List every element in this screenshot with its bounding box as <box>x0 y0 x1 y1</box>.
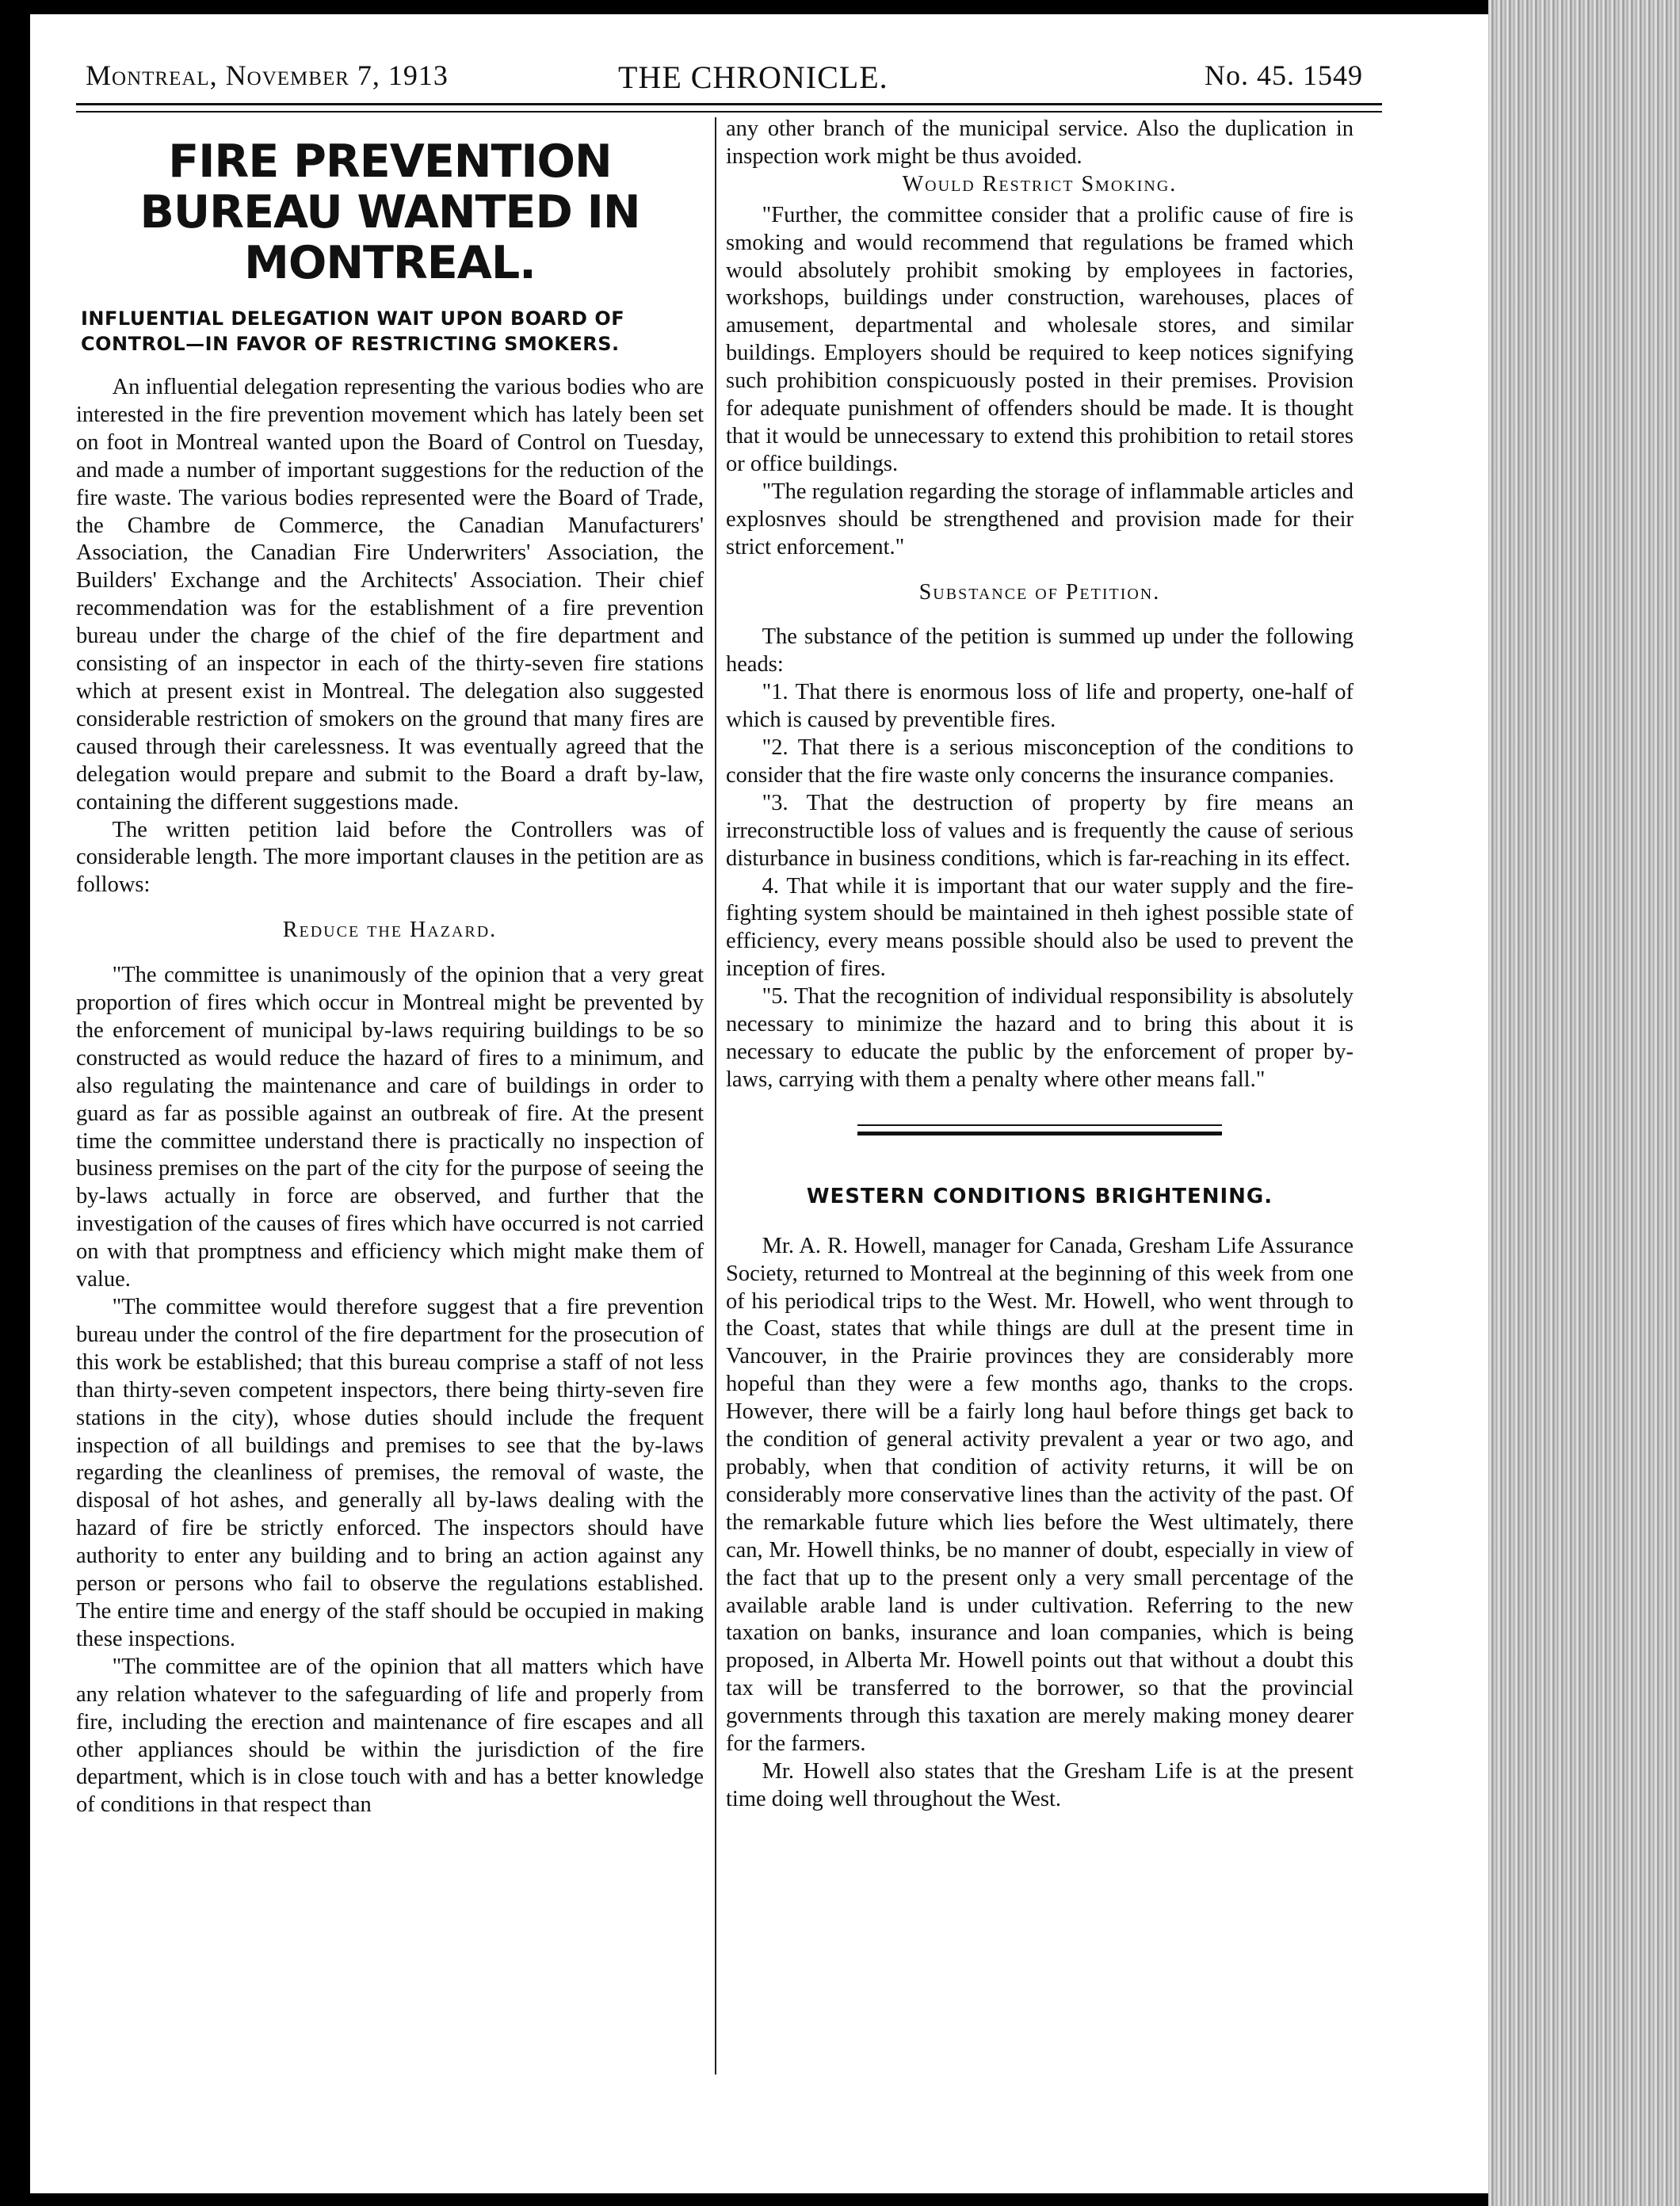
header-rule <box>76 103 1382 113</box>
article-subheadline: INFLUENTIAL DELEGATION WAIT UPON BOARD OF CONTROL—IN FAVOR OF RESTRICTING SMOKERS. <box>81 307 625 355</box>
section-heading-restrict-smoking: Would Restrict Smoking. <box>902 171 1178 197</box>
left-column <box>76 116 704 2168</box>
paragraph: "Further, the committee consider that a prolific cause of fire is smoking and would recommend that regulations be framed which would absolutely prohibit smoking by employees in factories, workshops, buildings under construction, warehouses, places of amusement, departmental and wholesale stores, and similar buildings. Employers should be required to keep notices signifying such prohibition conspicuously posted in their premises. Provision for adequate punishment of offenders should be made. It is thought that it would be unnecessary to extend this prohibition to retail stores or office buildings. <box>726 202 1354 476</box>
paragraph: An influential delegation representing the various bodies who are interested in the fire prevention movement which has lately been set on foot in Montreal wanted upon the Board of Control on Tuesday, and made a number of important suggestions for the reduction of the fire waste. The various bodies represented were the Board of Trade, the Chambre de Commerce, the Canadian Manufacturers' Association, the Canadian Fire Underwriters' Association, the Builders' Exchange and the Architects' Association. Their chief recommendation was for the establishment of a fire prevention bureau under the charge of the chief of the fire department and consisting of an inspector in each of the thirty-seven fire stations which at present exist in Montreal. The delegation also suggested considerable restriction of smokers on the ground that many fires are caused through their carelessness. It was eventually agreed that the delegation would prepare and submit to the Board a draft by-law, containing the different suggestions made. <box>76 375 704 815</box>
publication-title: THE CHRONICLE. <box>618 59 888 95</box>
column-divider <box>715 117 716 2074</box>
article-headline: FIRE PREVENTION BUREAU WANTED IN MONTREAL. <box>139 135 640 289</box>
list-item: "5. That the recognition of individual responsibility is absolutely necessary to minimize the hazard and to bring this about it is necessary to educate the public by the enforcement of proper by-laws, carrying with them a penalty where other means fall." <box>726 984 1354 1092</box>
issue-page-number: No. 45. 1549 <box>1205 59 1363 91</box>
right-column <box>726 116 1354 2168</box>
running-head <box>71 49 1379 105</box>
newspaper-page <box>30 14 1488 2193</box>
list-item: "3. That the destruction of property by fire means an irreconstructible loss of values and is frequently the cause of serious disturbance in business conditions, which is far-reaching in its effect. <box>726 790 1354 871</box>
article-headline-western-conditions: WESTERN CONDITIONS BRIGHTENING. <box>806 1184 1273 1208</box>
paragraph: Mr. Howell also states that the Gresham Life is at the present time doing well throughout the West. <box>726 1758 1354 1811</box>
article-separator-rule <box>857 1124 1222 1135</box>
list-item: 4. That while it is important that our water supply and the fire-fighting system should be maintained in theh ighest possible state of efficiency, every means possible should also be used to prevent the inception of fires. <box>726 873 1354 982</box>
dateline: Montreal, November 7, 1913 <box>86 59 449 91</box>
paragraph: The written petition laid before the Controllers was of considerable length. The more important clauses in the petition are as follows: <box>76 817 704 898</box>
paragraph: The substance of the petition is summed up under the following heads: <box>726 624 1354 677</box>
paragraph: Mr. A. R. Howell, manager for Canada, Gresham Life Assurance Society, returned to Montreal at the beginning of this week from one of his periodical trips to the West. Mr. Howell, who went through to the Coast, states that while things are dull at the present time in Vancouver, in the Prairie provinces they are considerably more hopeful than they were a few months ago, thanks to the crops. However, there will be a fairly long haul before things get back to the condition of general activity prevalent a year or two ago, and probably, when that condition of activity returns, it will be on considerably more conservative lines than the activity of the past. Of the remarkable future which lies before the West ultimately, there can, Mr. Howell thinks, be no manner of doubt, especially in view of the fact that up to the present only a very small percentage of the available arable land is under cultivation. Referring to the new taxation on banks, insurance and loan companies, which is being proposed, in Alberta Mr. Howell points out that without a doubt this tax will be transferred to the borrower, so that the provincial governments through this taxation are merely making money dearer for the farmers. <box>726 1233 1354 1757</box>
paragraph: "The committee would therefore suggest that a fire prevention bureau under the control of the fire department for the prosecution of this work be established; that this bureau comprise a staff of not less than thirty-seven competent inspectors, there being thirty-seven fire stations in the city), whose duties should include the frequent inspection of all buildings and premises to see that the by-laws regarding the cleanliness of premises, the removal of waste, the disposal of hot ashes, and generally all by-laws dealing with the hazard of fire be strictly enforced. The inspectors should have authority to enter any building and to bring an action against any person or persons who fail to observe the regulations established. The entire time and energy of the staff should be occupied in making these inspections. <box>76 1295 704 1651</box>
section-heading-substance-of-petition: Substance of Petition. <box>918 579 1161 605</box>
list-item: "2. That there is a serious misconception of the conditions to consider that the fire waste only concerns the insurance companies. <box>726 735 1354 788</box>
section-heading-reduce-hazard: Reduce the Hazard. <box>282 918 498 943</box>
paragraph-continuation: any other branch of the municipal service. Also the duplication in inspection work might be thus avoided. <box>726 116 1354 169</box>
list-item: "1. That there is enormous loss of life and property, one-half of which is caused by preventible fires. <box>726 680 1354 733</box>
paragraph: "The committee is unanimously of the opinion that a very great proportion of fires which occur in Montreal might be prevented by the enforcement of municipal by-laws requiring buildings to be so constructed as would reduce the hazard of fires to a minimum, and also regulating the maintenance and care of buildings in order to guard as far as possible against an outbreak of fire. At the present time the committee understand there is practically no inspection of business premises on the part of the city for the purpose of seeing the by-laws actually in force are observed, and further that the investigation of the causes of fires which have occurred is not carried on with that promptness and efficiency which might make them of value. <box>76 963 704 1292</box>
book-binding-edge <box>1488 0 1680 2206</box>
paragraph: "The committee are of the opinion that all matters which have any relation whatever to the safeguarding of life and properly from fire, including the erection and maintenance of fire escapes and all other appliances should be within the jurisdiction of the fire department, which is in close touch with and has a better knowledge of conditions in that respect than <box>76 1654 704 1818</box>
paragraph: "The regulation regarding the storage of inflammable articles and explosnves should be strengthened and provision made for their strict enforcement." <box>726 479 1354 559</box>
